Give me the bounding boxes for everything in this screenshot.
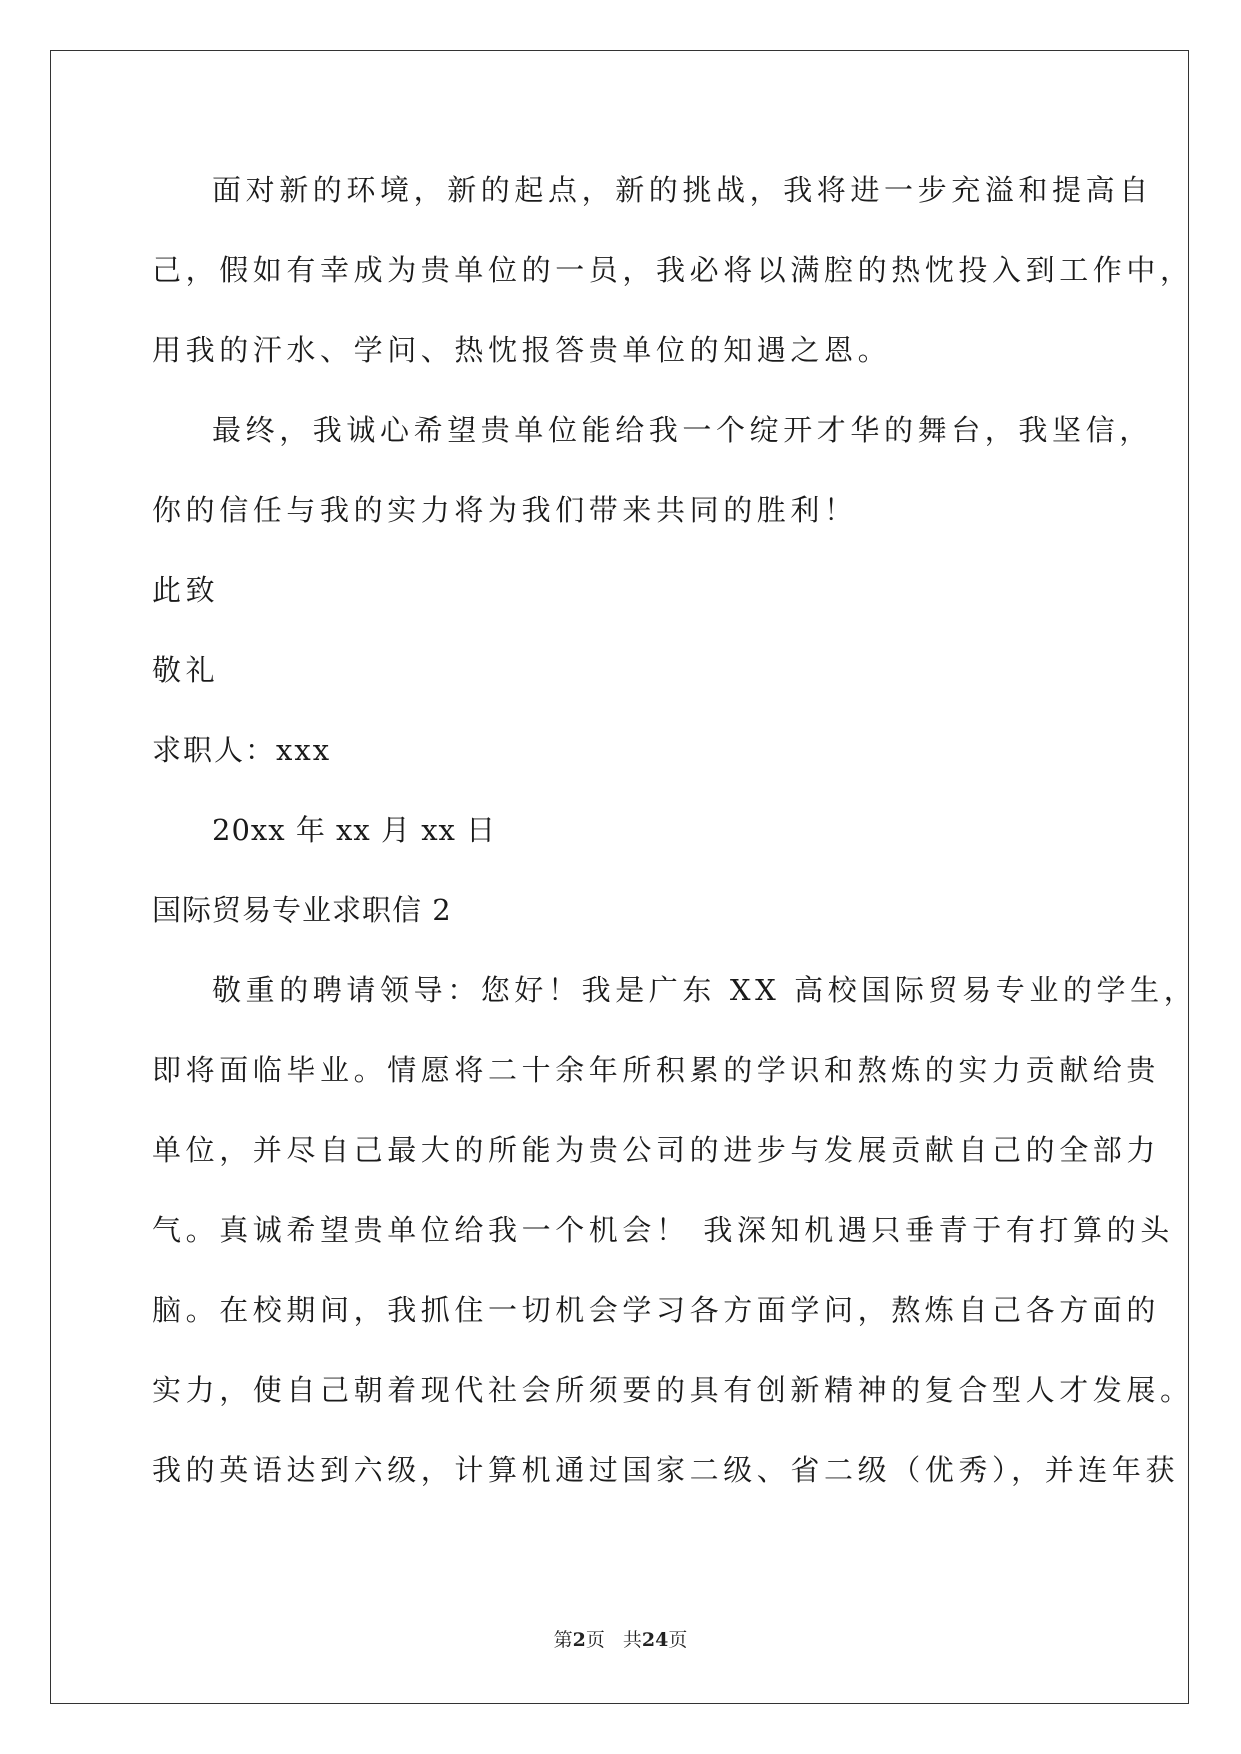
page-prefix: 第	[553, 1629, 573, 1651]
paragraph-line: 你的信任与我的实力将为我们带来共同的胜利！	[152, 493, 858, 527]
paragraph-line: 脑。在校期间，我抓住一切机会学习各方面学问，熬炼自己各方面的	[152, 1293, 1161, 1327]
total-page-count: 24	[641, 1629, 669, 1651]
total-prefix: 共	[622, 1629, 642, 1651]
closing-regards: 敬礼	[152, 653, 220, 687]
current-page-number: 2	[572, 1629, 586, 1651]
page-number-footer	[0, 1628, 1241, 1652]
paragraph-line: 最终，我诚心希望贵单位能给我一个绽开才华的舞台，我坚信，	[212, 413, 1153, 447]
page-unit: 页	[585, 1629, 605, 1651]
paragraph-line: 实力，使自己朝着现代社会所须要的具有创新精神的复合型人才发展。	[152, 1373, 1194, 1407]
section-title: 国际贸易专业求职信 2	[152, 893, 452, 927]
letter-date: 20xx 年 xx 月 xx 日	[212, 813, 497, 847]
applicant-signature: 求职人：xxx	[152, 733, 332, 767]
paragraph-line: 即将面临毕业。情愿将二十余年所积累的学识和熬炼的实力贡献给贵	[152, 1053, 1161, 1087]
total-unit: 页	[668, 1629, 688, 1651]
closing-salutation: 此致	[152, 573, 220, 607]
paragraph-line: 面对新的环境，新的起点，新的挑战，我将进一步充溢和提高自	[212, 173, 1153, 207]
paragraph-line: 己，假如有幸成为贵单位的一员，我必将以满腔的热忱投入到工作中，	[152, 253, 1194, 287]
paragraph-line: 单位，并尽自己最大的所能为贵公司的进步与发展贡献自己的全部力	[152, 1133, 1161, 1167]
paragraph-line: 气。真诚希望贵单位给我一个机会！ 我深知机遇只垂青于有打算的头	[152, 1213, 1174, 1247]
paragraph-line: 我的英语达到六级，计算机通过国家二级、省二级（优秀），并连年获	[152, 1453, 1180, 1487]
paragraph-line: 敬重的聘请领导：您好！我是广东 XX 高校国际贸易专业的学生，	[212, 973, 1198, 1007]
paragraph-line: 用我的汗水、学问、热忱报答贵单位的知遇之恩。	[152, 333, 892, 367]
